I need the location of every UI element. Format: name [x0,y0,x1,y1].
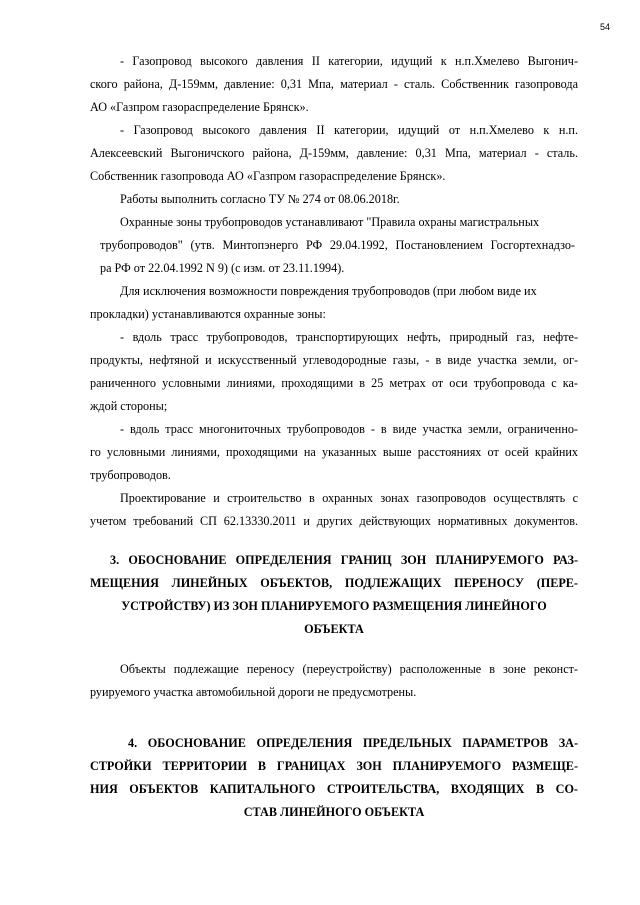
paragraph-line: ждой стороны; [90,399,168,413]
section-3-heading-line: 3. ОБОСНОВАНИЕ ОПРЕДЕЛЕНИЯ ГРАНИЦ ЗОН ПЛАНИРУЕМОГО РАЗ- [110,553,578,567]
section-4-heading-line: СТАВ ЛИНЕЙНОГО ОБЪЕКТА [243,805,425,819]
paragraph-line: трубопроводов" (утв. Минтопэнерго РФ 29.04.1992, Постановлением Госгортехнадзо- [100,238,575,252]
paragraph-line: прокладки) устанавливаются охранные зоны: [90,307,326,321]
paragraph-line: - Газопровод высокого давления II категории, идущий от н.п.Хмелево к н.п. [120,123,578,137]
page-number: 54 [599,22,610,32]
section-3-heading-line: ОБЪЕКТА [304,622,364,636]
paragraph-line: Проектирование и строительство в охранных зонах газопроводов осуществлять с [120,491,578,505]
section-4-heading-line: СТРОЙКИ ТЕРРИТОРИИ В ГРАНИЦАХ ЗОН ПЛАНИРУЕМОГО РАЗМЕЩЕ- [90,759,578,773]
paragraph-line: ра РФ от 22.04.1992 N 9) (с изм. от 23.11.1994). [100,261,345,275]
paragraph-line: продукты, нефтяной и искусственный углеводородные газы, - в виде участка земли, ог- [90,353,578,367]
paragraph-line: - вдоль трасс трубопроводов, транспортирующих нефть, природный газ, нефте- [120,330,578,344]
paragraph-line: - вдоль трасс многониточных трубопроводов - в виде участка земли, ограниченно- [120,422,578,436]
paragraph-line: учетом требований СП 62.13330.2011 и других действующих нормативных документов. [90,514,578,528]
section-4-heading-line: 4. ОБОСНОВАНИЕ ОПРЕДЕЛЕНИЯ ПРЕДЕЛЬНЫХ ПАРАМЕТРОВ ЗА- [128,736,578,750]
paragraph-line: раниченного условными линиями, проходящими в 25 метрах от оси трубопровода с ка- [90,376,578,390]
section-3-heading-line: УСТРОЙСТВУ) ИЗ ЗОН ПЛАНИРУЕМОГО РАЗМЕЩЕНИЯ ЛИНЕЙНОГО [121,599,547,613]
paragraph-line: АО «Газпром газораспределение Брянск». [90,100,309,114]
section-3-heading-line: МЕЩЕНИЯ ЛИНЕЙНЫХ ОБЪЕКТОВ, ПОДЛЕЖАЩИХ ПЕРЕНОСУ (ПЕРЕ- [90,576,578,590]
paragraph-line: Для исключения возможности повреждения трубопроводов (при любом виде их [120,284,537,298]
paragraph-line: Охранные зоны трубопроводов устанавливают "Правила охраны магистральных [120,215,540,229]
paragraph-line: Работы выполнить согласно ТУ № 274 от 08.06.2018г. [120,192,400,206]
paragraph-line: - Газопровод высокого давления II категории, идущий к н.п.Хмелево Выгонич- [120,54,578,68]
paragraph-line: ского района, Д-159мм, давление: 0,31 Мпа, материал - сталь. Собственник газопровода [90,77,578,91]
paragraph-line: го условными линиями, проходящими на указанных выше расстояниях от осей крайних [90,445,578,459]
section-4-heading-line: НИЯ ОБЪЕКТОВ КАПИТАЛЬНОГО СТРОИТЕЛЬСТВА, ВХОДЯЩИХ В СО- [90,782,578,796]
section-3-body-line: руируемого участка автомобильной дороги не предусмотрены. [90,685,417,699]
paragraph-line: Собственник газопровода АО «Газпром газораспределение Брянск». [90,169,446,183]
paragraph-line: трубопроводов. [90,468,171,482]
section-3-body-line: Объекты подлежащие переносу (переустройству) расположенные в зоне реконст- [120,662,578,676]
paragraph-line: Алексеевский Выгоничского района, Д-159мм, давление: 0,31 Мпа, материал - сталь. [90,146,578,160]
